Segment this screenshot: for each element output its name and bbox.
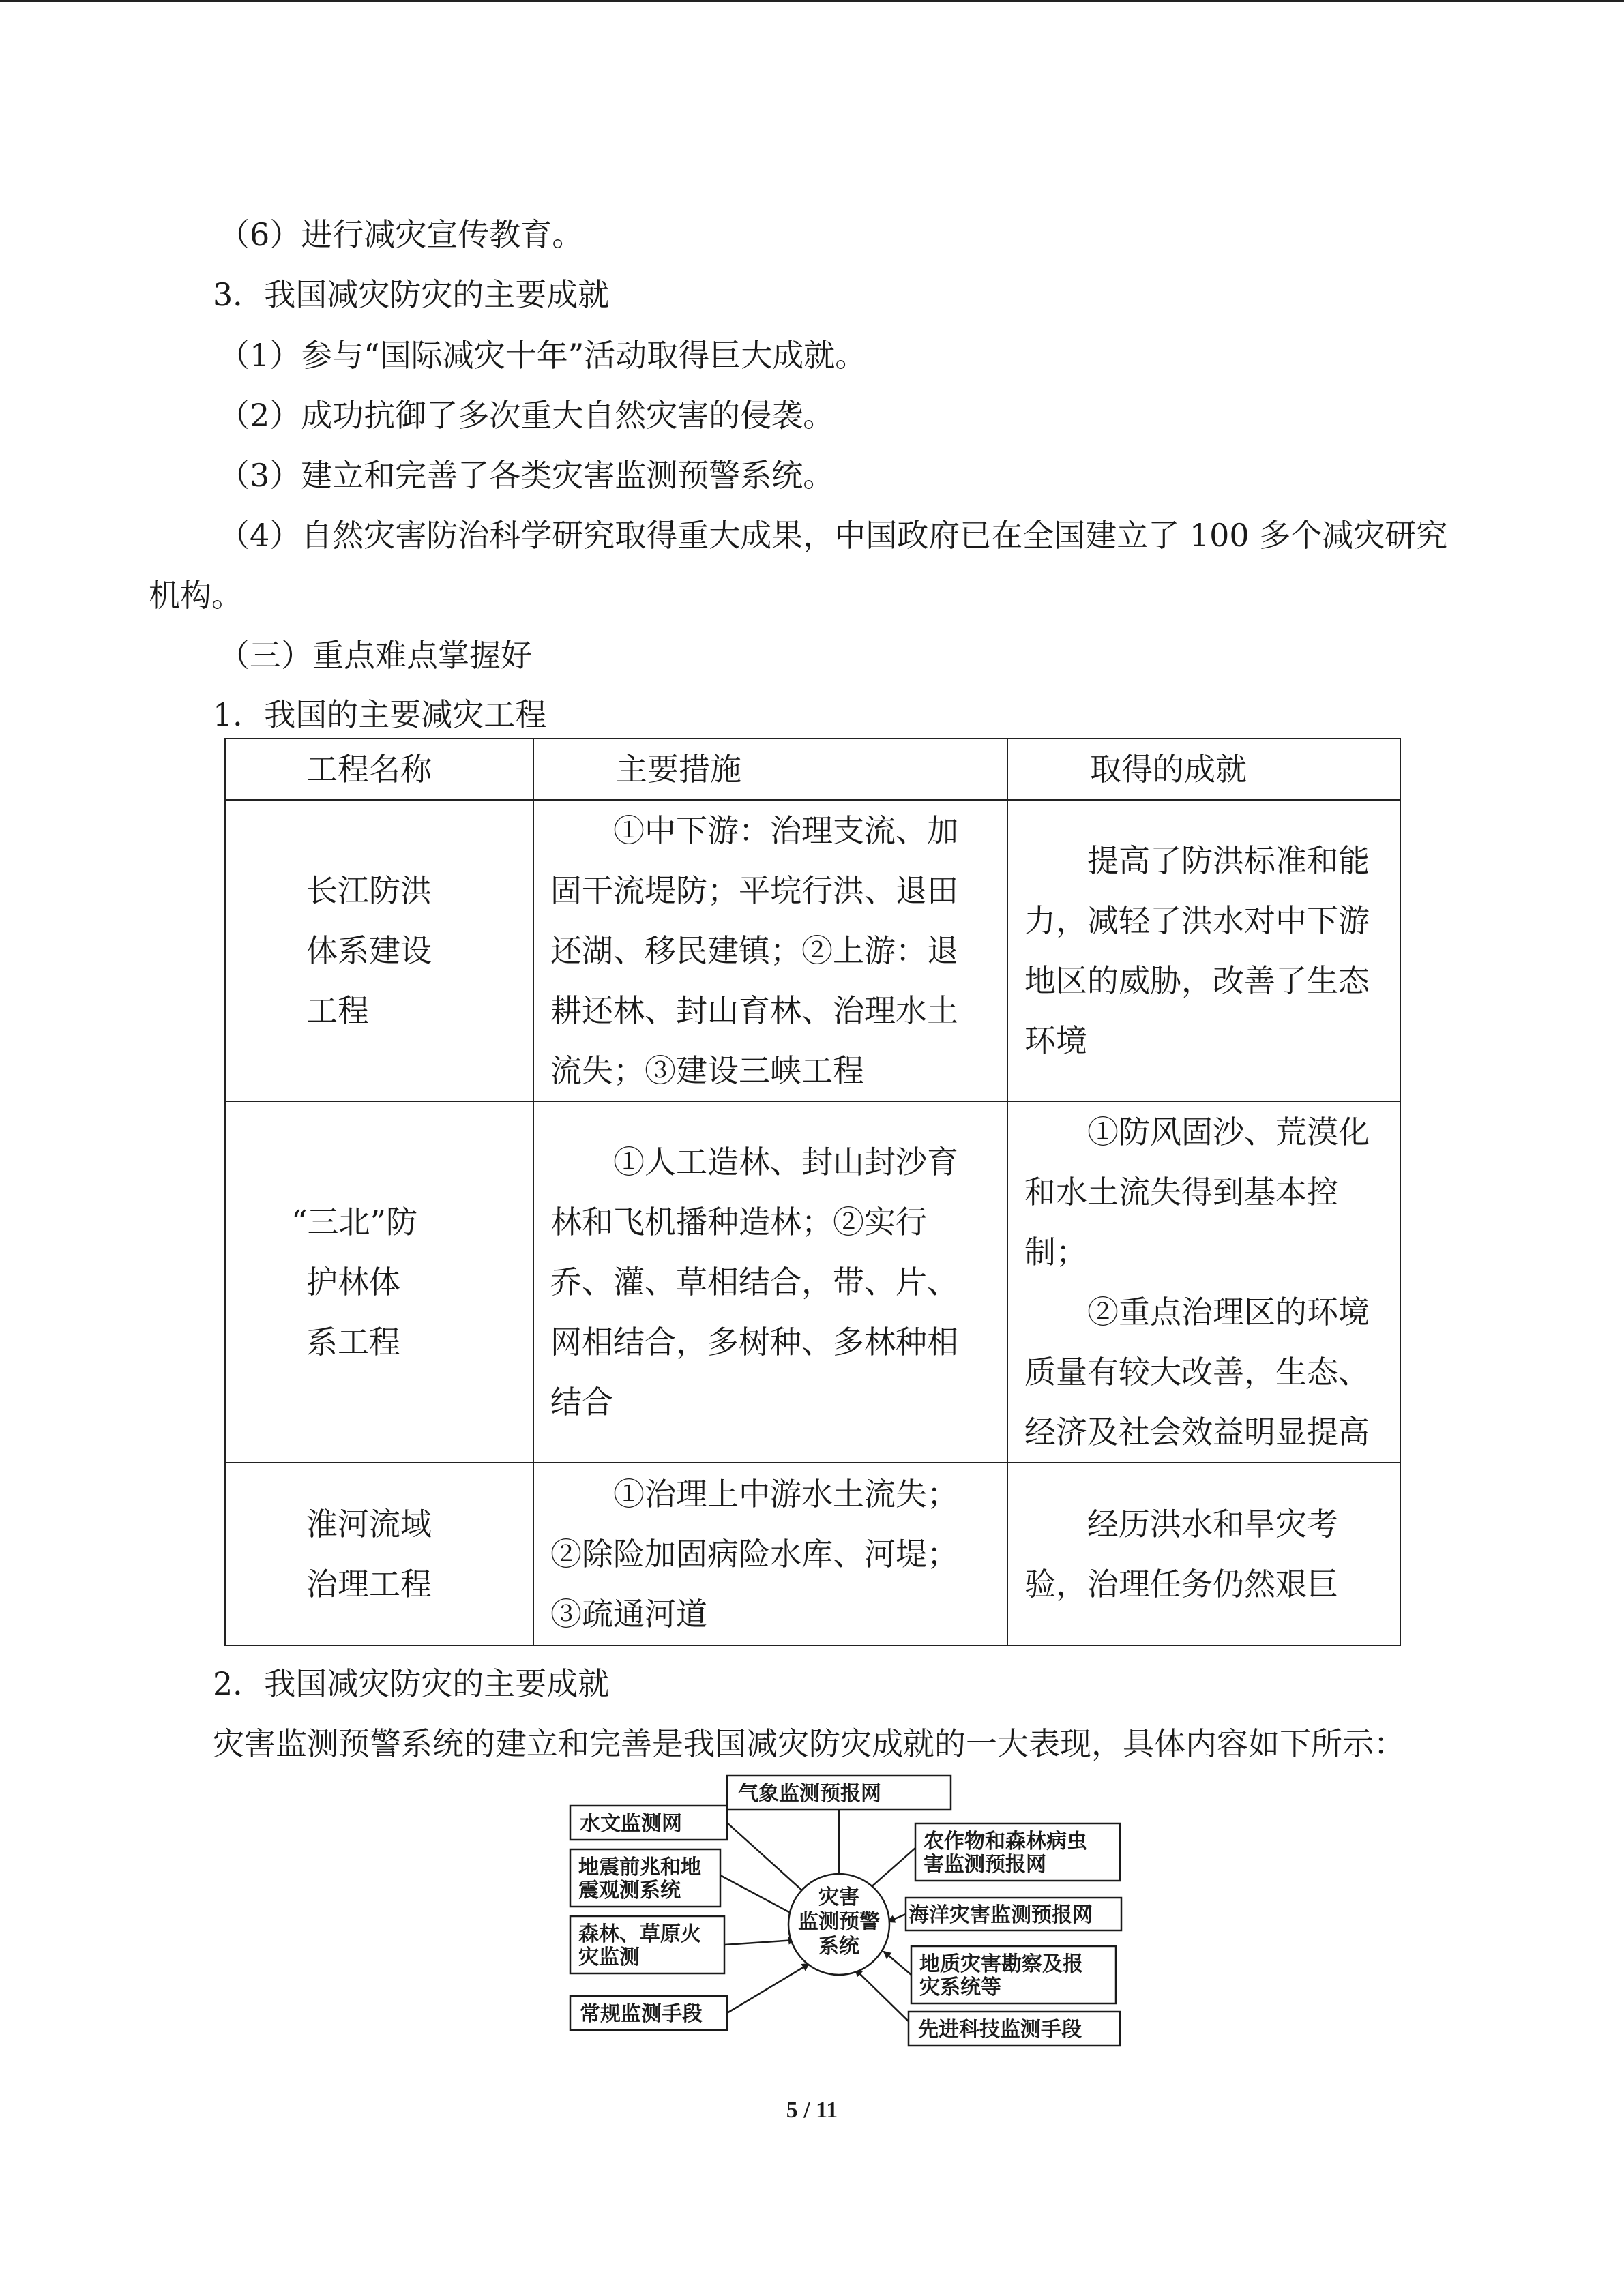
- cell-measures: [533, 1101, 1007, 1463]
- cell-achievements: [1007, 1101, 1400, 1463]
- box-label: 气象监测预报网: [738, 1782, 881, 1806]
- cell-line: 经历洪水和旱灾考: [1087, 1506, 1338, 1542]
- header-project-name: 工程名称: [225, 739, 533, 800]
- cell-line: 力，减轻了洪水对中下游: [1024, 902, 1370, 939]
- cell-achievements: [1007, 800, 1400, 1101]
- cell-line: ③疏通河道: [550, 1596, 707, 1632]
- monitoring-system-diagram: [559, 1773, 1132, 2059]
- header-measures: 主要措施: [533, 739, 1007, 800]
- cell-line: 验，治理任务仍然艰巨: [1024, 1566, 1338, 1602]
- cell-line: 流失；③建设三峡工程: [550, 1052, 864, 1089]
- cell-line: 治理工程: [306, 1566, 432, 1602]
- paragraph-achievement-2: （2）成功抗御了多次重大自然灾害的侵袭。: [218, 397, 835, 434]
- diagram-box-earthquake: [570, 1849, 720, 1907]
- box-label: 水文监测网: [580, 1812, 682, 1836]
- cell-line: 还湖、移民建镇；②上游：退: [550, 932, 958, 969]
- cell-line: 提高了防洪标准和能: [1087, 842, 1370, 879]
- box-label: 害监测预报网: [924, 1853, 1046, 1877]
- header-achievements: 取得的成就: [1007, 739, 1400, 800]
- diagram-box-crop-pest: [915, 1823, 1120, 1881]
- cell-measures: [533, 800, 1007, 1101]
- diagram-box-forest-fire: [570, 1916, 724, 1973]
- cell-line: 淮河流域: [306, 1506, 432, 1542]
- cell-line: 地区的威胁，改善了生态: [1024, 962, 1370, 999]
- center-label-line: 系统: [818, 1935, 859, 1958]
- arrow-left-4: [727, 1964, 809, 2013]
- diagram-box-advanced-tech: [909, 2012, 1120, 2046]
- cell-line: ①中下游：治理支流、加: [613, 812, 958, 849]
- paragraph-achievement-1: （1）参与“国际减灾十年”活动取得巨大成就。: [218, 337, 867, 374]
- box-label: 常规监测手段: [580, 2002, 703, 2026]
- box-label: 灾监测: [578, 1945, 640, 1969]
- heading-achievements-2: 2．我国减灾防灾的主要成就: [213, 1665, 610, 1702]
- cell-line: 长江防洪: [306, 872, 432, 909]
- page-number: 5 / 11: [786, 2098, 838, 2123]
- diagram-box-hydrology: [570, 1806, 727, 1840]
- cell-line: 质量有较大改善，生态、: [1024, 1354, 1370, 1390]
- paragraph-6-publicity: （6）进行减灾宣传教育。: [218, 216, 584, 253]
- box-label: 震观测系统: [578, 1879, 681, 1903]
- top-border-line: [0, 0, 1624, 2]
- cell-line: ②除险加固病险水库、河堤；: [550, 1536, 958, 1572]
- paragraph-achievement-4-cont: 机构。: [149, 577, 243, 614]
- cell-achievements: [1007, 1463, 1400, 1645]
- arrow-left-3: [724, 1940, 795, 1945]
- cell-line: 工程: [306, 992, 369, 1029]
- cell-line: 结合: [550, 1384, 613, 1420]
- table-row: [225, 1463, 1400, 1645]
- paragraph-achievement-3: （3）建立和完善了各类灾害监测预警系统。: [218, 457, 835, 494]
- arrow-left-2: [720, 1875, 797, 1916]
- box-label: 灾系统等: [919, 1976, 1001, 1999]
- paragraph-achievement-4: （4）自然灾害防治科学研究取得重大成果，中国政府已在全国建立了 100 多个减灾研究: [218, 517, 1448, 554]
- diagram-box-meteorology: [727, 1776, 951, 1810]
- table-row: [225, 800, 1400, 1101]
- cell-line: ①治理上中游水土流失；: [613, 1476, 958, 1512]
- box-label: 森林、草原火: [578, 1922, 701, 1946]
- cell-line: 林和飞机播种造林；②实行: [550, 1204, 927, 1240]
- cell-line: 和水土流失得到基本控: [1024, 1174, 1338, 1210]
- diagram-box-ocean: [906, 1898, 1121, 1930]
- cell-project-name: [225, 1101, 533, 1463]
- heading-achievements: 3．我国减灾防灾的主要成就: [213, 276, 610, 313]
- diagram-box-conventional: [570, 1996, 727, 2030]
- table-header-row: [225, 739, 1400, 800]
- arrow-right-4: [855, 1969, 915, 2028]
- box-label: 地质灾害勘察及报: [919, 1952, 1083, 1976]
- box-label: 海洋灾害监测预报网: [909, 1903, 1093, 1927]
- projects-table: [224, 738, 1401, 1646]
- cell-line: 乔、灌、草相结合，带、片、: [550, 1264, 958, 1300]
- cell-line: “三北”防: [291, 1204, 418, 1240]
- cell-line: 护林体: [306, 1264, 400, 1300]
- cell-line: 环境: [1024, 1022, 1087, 1059]
- heading-main-projects: 1．我国的主要减灾工程: [213, 696, 547, 733]
- cell-line: 经济及社会效益明显提高: [1024, 1414, 1370, 1450]
- center-label-line: 监测预警: [798, 1910, 880, 1934]
- box-label: 先进科技监测手段: [918, 2018, 1082, 2042]
- cell-line: ①防风固沙、荒漠化: [1087, 1114, 1370, 1150]
- cell-project-name: [225, 800, 533, 1101]
- center-label-line: 灾害: [818, 1885, 859, 1909]
- cell-line: 制；: [1024, 1234, 1087, 1270]
- cell-measures: [533, 1463, 1007, 1645]
- table-row: [225, 1101, 1400, 1463]
- paragraph-diagram-intro: 灾害监测预警系统的建立和完善是我国减灾防灾成就的一大表现，具体内容如下所示：: [213, 1725, 1405, 1762]
- box-label: 农作物和森林病虫: [924, 1830, 1087, 1853]
- section-key-points: （三）重点难点掌握好: [218, 637, 532, 674]
- arrow-right-2: [888, 1914, 906, 1922]
- arrow-right-3: [884, 1952, 911, 1975]
- diagram-center: [788, 1874, 889, 1975]
- cell-line: 网相结合，多树种、多林种相: [550, 1324, 958, 1360]
- diagram-box-geology: [911, 1946, 1116, 2003]
- cell-project-name: [225, 1463, 533, 1645]
- cell-line: 固干流堤防；平垸行洪、退田: [550, 872, 958, 909]
- cell-line: ①人工造林、封山封沙育: [613, 1144, 958, 1180]
- cell-line: 耕还林、封山育林、治理水土: [550, 992, 958, 1029]
- cell-line: ②重点治理区的环境: [1087, 1294, 1370, 1330]
- box-label: 地震前兆和地: [578, 1855, 701, 1879]
- cell-line: 体系建设: [306, 932, 432, 969]
- cell-line: 系工程: [306, 1324, 400, 1360]
